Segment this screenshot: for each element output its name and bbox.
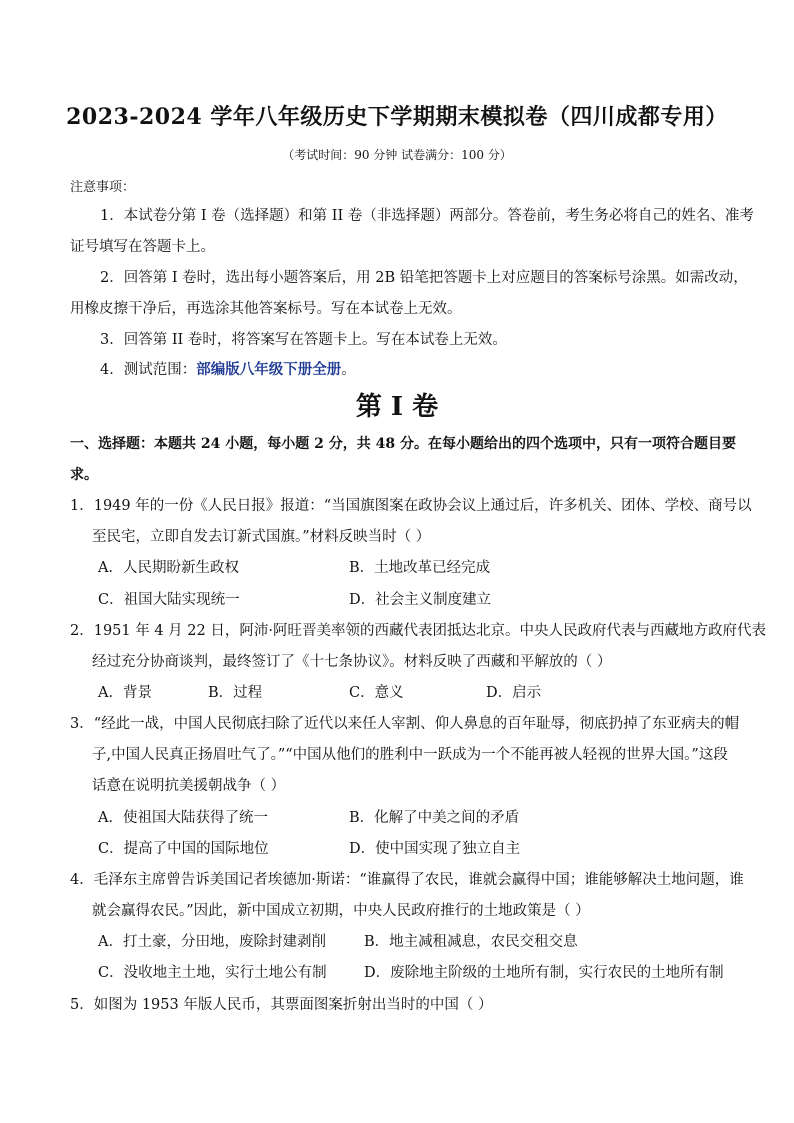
question-4-line-2: 就会赢得农民。”因此，新中国成立初期，中央人民政府推行的土地政策是（ ）	[92, 903, 590, 919]
notice-item-3: 3．回答第 II 卷时，将答案写在答题卡上。写在本试卷上无效。	[100, 332, 507, 348]
question-3-line-2: 子,中国人民真正扬眉吐气了。”“中国从他们的胜利中一跃成为一个不能再被人轻视的世界大国。”这段	[92, 747, 728, 763]
question-3-line-3: 话意在说明抗美援朝战争（ ）	[92, 778, 286, 794]
question-2-option-d: D．启示	[486, 685, 542, 701]
notice-item-4-prefix: 4．测试范围：	[100, 362, 197, 378]
section-instructions-line-1: 一、选择题：本题共 24 小题，每小题 2 分，共 48 分。在每小题给出的四个选项中，只有一项符合题目要	[70, 436, 736, 452]
notice-item-4	[100, 360, 356, 380]
question-4-option-d: D．废除地主阶级的土地所有制，实行农民的土地所有制	[364, 965, 724, 981]
question-4-line-1: 4．毛泽东主席曾告诉美国记者埃德加·斯诺：“谁赢得了农民，谁就会赢得中国；谁能够解决土地问题，谁	[70, 872, 744, 888]
question-4-option-b: B．地主减租减息，农民交租交息	[364, 934, 578, 950]
notice-item-2-line-2: 用橡皮擦干净后，再选涂其他答案标号。写在本试卷上无效。	[70, 301, 462, 317]
question-2-line-2: 经过充分协商谈判，最终签订了《十七条协议》。材料反映了西藏和平解放的（ ）	[92, 654, 612, 670]
question-1-option-a: A．人民期盼新生政权	[98, 560, 239, 576]
question-3-option-d: D．使中国实现了独立自主	[349, 841, 521, 857]
question-1-option-b: B．土地改革已经完成	[349, 560, 491, 576]
question-5-line-1: 5．如图为 1953 年版人民币，其票面图案折射出当时的中国（ ）	[70, 997, 493, 1013]
question-1-line-1: 1．1949 年的一份《人民日报》报道：“当国旗图案在政协会议上通过后，许多机关、团体、学校、商号以	[70, 498, 752, 514]
notice-item-1-line-1: 1．本试卷分第 I 卷（选择题）和第 II 卷（非选择题）两部分。答卷前，考生务必将自己的姓名、准考	[100, 208, 754, 224]
test-scope: 部编版八年级下册全册	[196, 361, 342, 378]
section-instructions-line-2: 求。	[70, 467, 98, 483]
question-2-option-a: A．背景	[98, 685, 152, 701]
question-1-option-c: C．祖国大陆实现统一	[98, 592, 240, 608]
question-3-option-c: C．提高了中国的国际地位	[98, 841, 269, 857]
question-2-line-1: 2．1951 年 4 月 22 日，阿沛·阿旺晋美率领的西藏代表团抵达北京。中央人民政府代表与西藏地方政府代表	[70, 623, 766, 639]
question-4-option-a: A．打土豪，分田地，废除封建剥削	[98, 934, 326, 950]
question-2-option-b: B．过程	[208, 685, 263, 701]
question-1-option-d: D．社会主义制度建立	[349, 592, 492, 608]
exam-title: 2023-2024 学年八年级历史下学期期末模拟卷（四川成都专用）	[66, 104, 728, 130]
question-3-option-b: B．化解了中美之间的矛盾	[349, 810, 520, 826]
question-2-option-c: C．意义	[349, 685, 404, 701]
section-title: 第 I 卷	[355, 392, 439, 422]
question-4-option-c: C．没收地主土地，实行土地公有制	[98, 965, 327, 981]
notice-item-1-line-2: 证号填写在答题卡上。	[70, 239, 215, 255]
exam-subtitle: （考试时间：90 分钟 试卷满分：100 分）	[282, 148, 512, 162]
question-3-option-a: A．使祖国大陆获得了统一	[98, 810, 268, 826]
notice-heading: 注意事项：	[70, 180, 136, 195]
notice-item-4-suffix: 。	[341, 362, 356, 378]
question-1-line-2: 至民宅，立即自发去订新式国旗。”材料反映当时（ ）	[92, 529, 431, 545]
notice-item-2-line-1: 2．回答第 I 卷时，选出每小题答案后，用 2B 铅笔把答题卡上对应题目的答案标号涂黑。如需改动，	[100, 270, 748, 286]
question-3-line-1: 3．“经此一战，中国人民彻底扫除了近代以来任人宰割、仰人鼻息的百年耻辱，彻底扔掉了东亚病夫的帽	[70, 716, 740, 732]
